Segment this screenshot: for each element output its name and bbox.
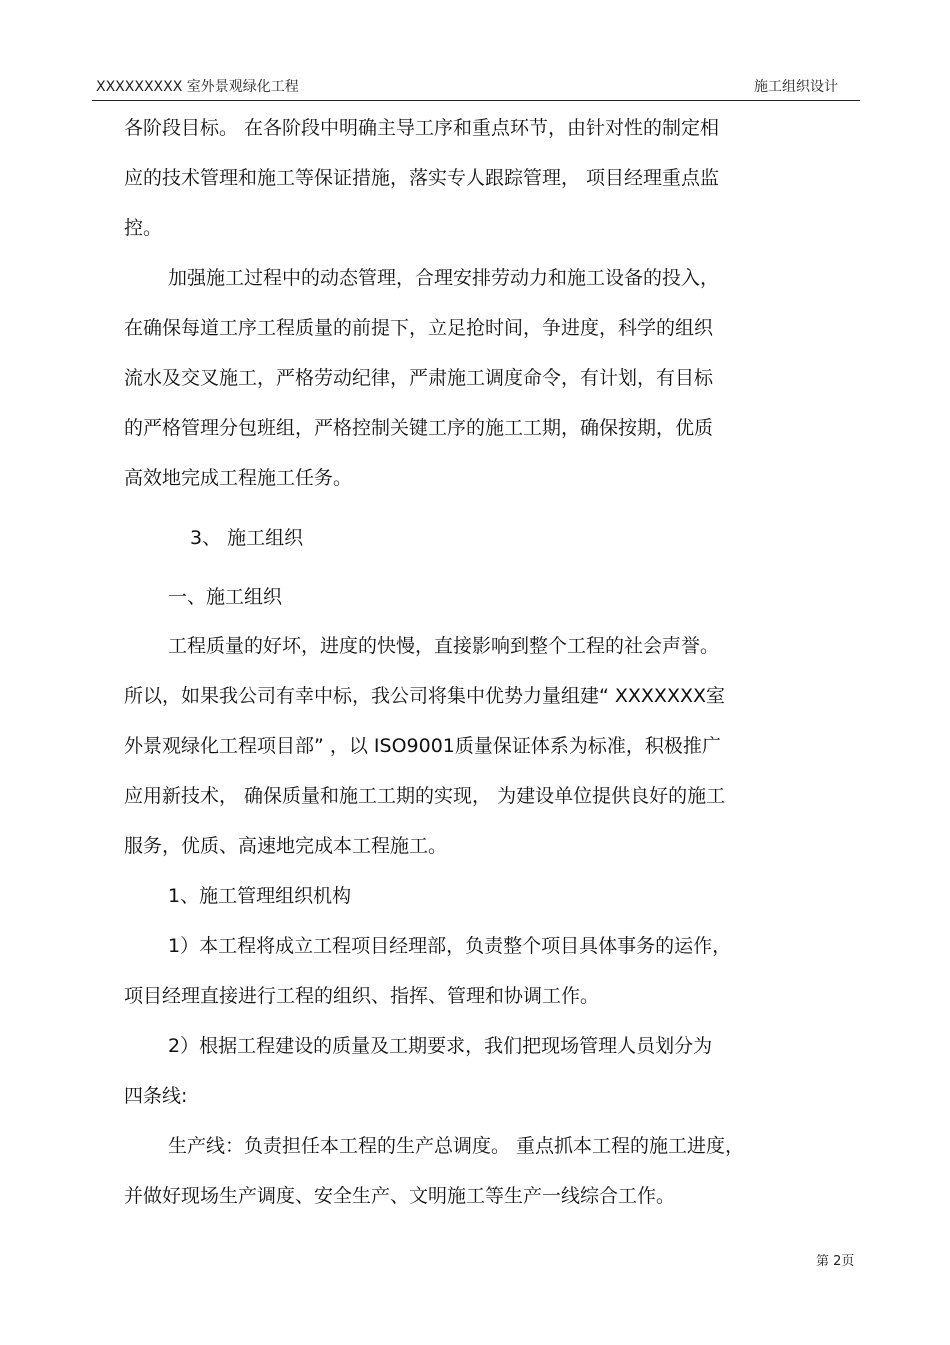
body-line-6: 流水及交叉施工，严格劳动纪律，严肃施工调度命令，有计划，有目标 — [124, 367, 714, 389]
body-line-15: 项目经理直接进行工程的组织、指挥、管理和协调工作。 — [124, 985, 600, 1007]
body-line-1: 各阶段目标。 在各阶段中明确主导工序和重点环节，由针对性的制定相 — [124, 117, 720, 139]
body-line-9: 工程质量的好坏，进度的快慢，直接影响到整个工程的社会声誉。 — [168, 635, 720, 657]
body-line-17: 四条线: — [124, 1085, 188, 1107]
page-number: 第 2页 — [816, 1254, 855, 1269]
header-project-title: XXXXXXXXX 室外景观绿化工程 — [96, 79, 299, 95]
body-line-13: 服务，优质、高速地完成本工程施工。 — [124, 835, 448, 857]
body-line-2: 应的技术管理和施工等保证措施，落实专人跟踪管理， 项目经理重点监 — [124, 167, 720, 189]
body-line-12: 应用新技术， 确保质量和施工工期的实现， 为建设单位提供良好的施工 — [124, 785, 726, 807]
page-header — [96, 76, 838, 98]
body-line-10: 所以，如果我公司有幸中标，我公司将集中优势力量组建“ XXXXXXX室 — [124, 685, 725, 707]
body-line-5: 在确保每道工序工程质量的前提下，立足抢时间，争进度，科学的组织 — [124, 317, 714, 339]
body-line-14: 1）本工程将成立工程项目经理部，负责整个项目具体事务的运作， — [168, 935, 732, 957]
body-line-4: 加强施工过程中的动态管理，合理安排劳动力和施工设备的投入， — [168, 267, 720, 289]
body-line-3: 控。 — [124, 217, 163, 239]
body-line-8: 高效地完成工程施工任务。 — [124, 467, 353, 489]
body-line-11: 外景观绿化工程项目部” ，以 ISO9001质量保证体系为标准，积极推广 — [124, 735, 721, 757]
body-line-18: 生产线：负责担任本工程的生产总调度。 重点抓本工程的施工进度， — [168, 1135, 745, 1157]
body-line-19: 并做好现场生产调度、安全生产、文明施工等生产一线综合工作。 — [124, 1185, 676, 1207]
header-document-type: 施工组织设计 — [754, 79, 838, 95]
body-line-7: 的严格管理分包班组，严格控制关键工序的施工工期，确保按期，优质 — [124, 417, 714, 439]
subsection-heading-1: 一、施工组织 — [168, 586, 283, 608]
body-line-16: 2）根据工程建设的质量及工期要求，我们把现场管理人员划分为 — [168, 1035, 713, 1057]
section-heading-3: 3、 施工组织 — [190, 527, 304, 549]
header-divider — [92, 100, 860, 101]
item-heading-1: 1、施工管理组织机构 — [168, 885, 352, 907]
